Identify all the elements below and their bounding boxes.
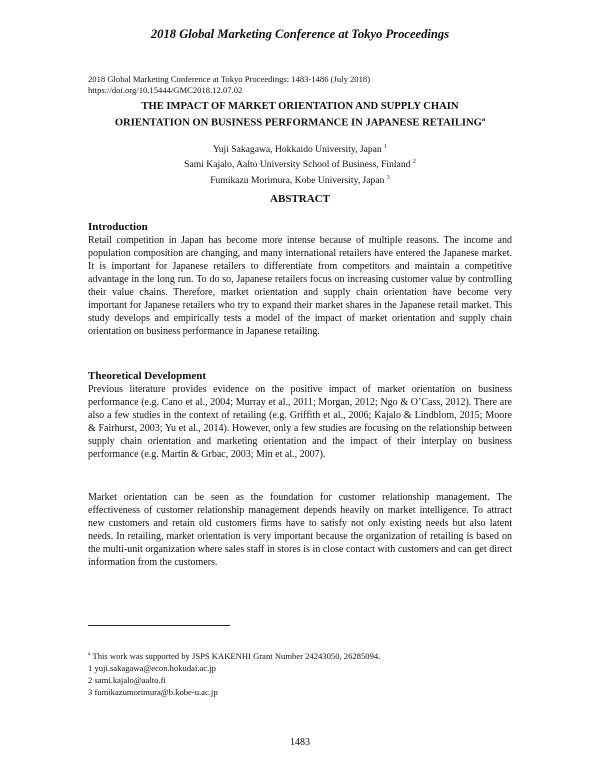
author-entry: Sami Kajalo, Aalto University School of Business, Finland $^2$	[184, 159, 416, 171]
section-introduction	[88, 220, 512, 338]
footnotes	[88, 648, 518, 699]
paper-title	[70, 100, 530, 130]
author-list	[80, 141, 520, 187]
section-market-orientation	[88, 491, 512, 569]
paragraph: Market orientation can be seen as the foundation for customer relationship management. The effectiveness of customer relationship management depends heavily on market intelligence. To attract new customers and retain old customers firms have to satisfy not only existing needs but also latent needs. In retailing, market orientation is very important because the organization of retailing is based on the multi-unit organization where sales staff in stores is in close contact with customers and can get direct information from the customers.	[88, 492, 512, 568]
title-line-2: ORIENTATION ON BUSINESS PERFORMANCE IN JAPANESE RETAILING$^a$	[114, 116, 486, 129]
section-theoretical-development	[88, 369, 512, 461]
author-entry: Fumikazu Morimura, Kobe University, Japan $^3$	[210, 174, 390, 186]
conference-header: 2018 Global Marketing Conference at Tokyo Proceedings	[150, 27, 450, 41]
section-heading: Theoretical Development	[88, 370, 207, 382]
section-heading: Introduction	[88, 221, 148, 233]
footnote-email[interactable]: 1 yuji.sakagawa@econ.hokudai.ac.jp	[88, 663, 216, 674]
page-number: 1483	[290, 737, 310, 748]
doi-link[interactable]: https://doi.org/10.15444/GMC2018.12.07.02	[88, 85, 243, 95]
author-entry: Yuji Sakagawa, Hokkaido University, Japan $^1$	[212, 144, 388, 156]
paragraph: Previous literature provides evidence on the positive impact of market orientation on business performance (e.g. Cano et al., 2004; Murray et al., 2011; Morgan, 2012; Ngo & O’Cass, 2012). There are also a few studies in the context of retailing (e.g. Griffith et al., 2006; Kajalo & Lindblom, 2015; Moore & Fairhurst, 2003; Yu et al., 2014). However, only a few studies are focusing on the relationship between supply chain orientation and marketing orientation and the impact of their interplay on business performance (e.g. Martin & Grbac, 2003; Min et al., 2007).	[88, 384, 512, 460]
footnote-email[interactable]: 2 sami.kajalo@aalto.fi	[88, 675, 166, 686]
citation-block	[88, 74, 518, 96]
citation-line: 2018 Global Marketing Conference at Tokyo Proceedings: 1483-1486 (July 2018)	[88, 74, 371, 84]
title-line-1: THE IMPACT OF MARKET ORIENTATION AND SUPPLY CHAIN	[141, 101, 459, 112]
footnote-email[interactable]: 3 fumikazumorimura@b.kobe-u.ac.jp	[88, 687, 218, 698]
paragraph: Retail competition in Japan has become more intense because of multiple reasons. The income and population composition are changing, and many international retailers have entered the Japanese market. It is important for Japanese retailers to differentiate from competitors and maintain a competitive advantage in the long run. To do so, Japanese retailers focus on increasing customer value by controlling their value chains. Therefore, market orientation and supply chain orientation have become very important for Japanese retailers who try to expand their market shares in the Japanese retail market. This study develops and empirically tests a model of the impact of market orientation and supply chain orientation on business performance in Japanese retailing.	[88, 235, 512, 337]
title-footnote-marker[interactable]: a	[481, 116, 486, 123]
footnote: $^a$ This work was supported by JSPS KAKENHI Grant Number 24243050, 26285094.	[88, 650, 381, 661]
footnote-divider	[88, 625, 230, 626]
abstract-heading: ABSTRACT	[270, 193, 330, 205]
